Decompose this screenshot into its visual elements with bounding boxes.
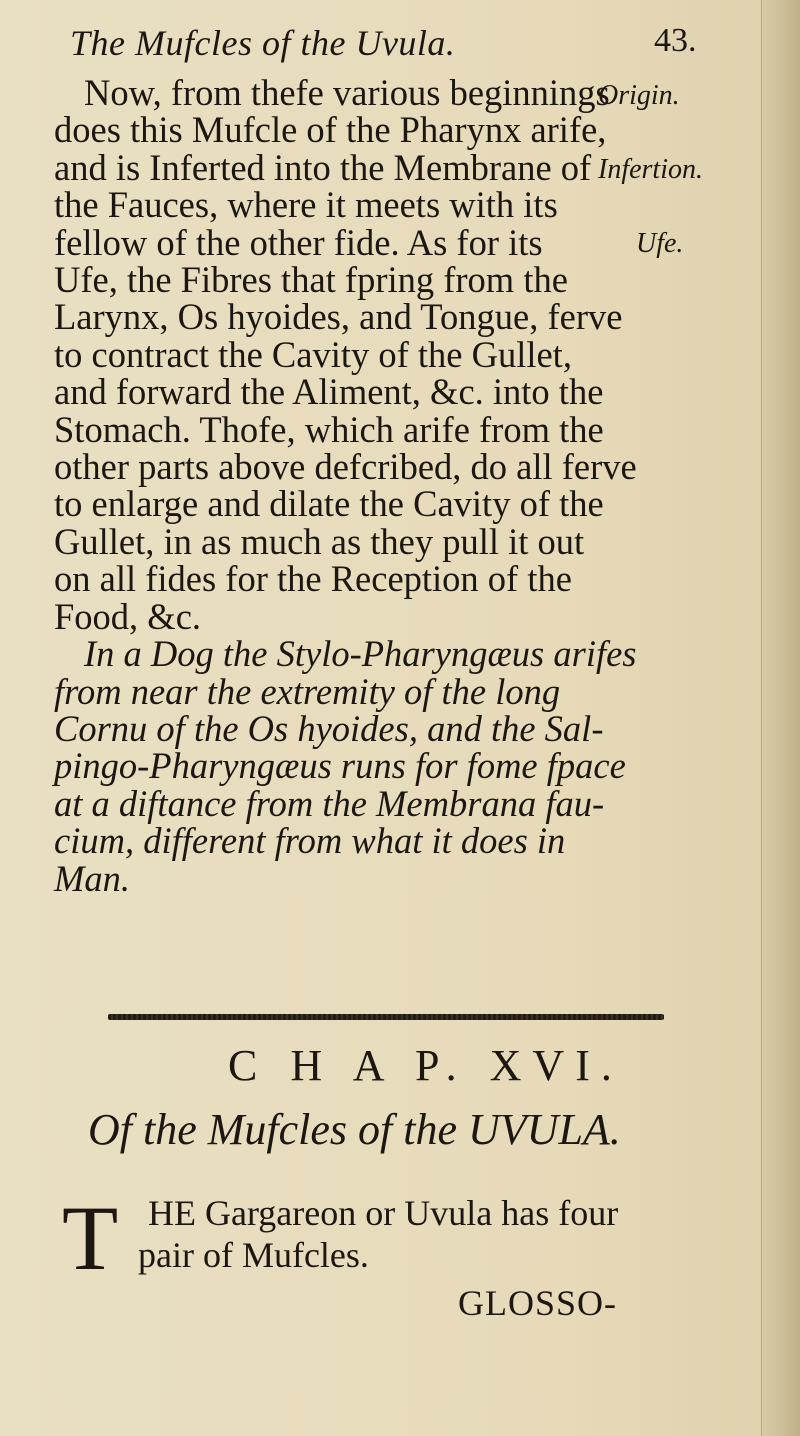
page-number: 43. [654,22,697,59]
text-line: does this Mufcle of the Pharynx arife, [54,109,607,151]
text-line: the Fauces, where it meets with its [54,184,558,226]
text-line: and forward the Aliment, &c. into the [54,371,604,413]
page-header [70,22,770,72]
text-line: Gullet, in as much as they pull it out [54,520,585,562]
opening-line: HE Gargareon or Uvula has four [148,1193,619,1233]
text-line: and is Inferted into the Membrane of [54,146,592,188]
opening-line: pair of Mufcles. [138,1235,369,1275]
text-line: pingo-Pharyngæus runs for fome fpace [54,745,626,787]
text-line: Larynx, Os hyoides, and Tongue, ferve [54,296,623,338]
chapter-title: Of the Mufcles of the UVULA. [88,1105,621,1154]
body-text [54,74,694,897]
text-line: Food, &c. [54,595,202,637]
text-line: Ufe, the Fibres that fpring from the [54,259,568,301]
text-line: fellow of the other fide. As for its [54,221,543,263]
margin-note-origin: Origin. [598,80,680,111]
margin-note-insertion: Infertion. [598,154,703,185]
text-line: at a diftance from the Membrana fau- [54,782,605,824]
catchword: GLOSSO- [458,1283,618,1323]
text-line: In a Dog the Stylo-Pharyngæus arifes [84,633,637,675]
text-line: Cornu of the Os hyoides, and the Sal- [54,707,604,749]
text-line: from near the extremity of the long [54,670,561,712]
chapter-number: C H A P. XVI. [228,1041,623,1090]
running-title: The Mufcles of the Uvula. [70,23,456,63]
text-line: to enlarge and dilate the Cavity of the [54,483,604,525]
text-line: Man. [54,857,131,899]
text-line: to contract the Cavity of the Gullet, [54,333,572,375]
margin-note-use: Ufe. [636,228,684,259]
page-edge [761,0,800,1436]
text-line: Now, from thefe various beginnings [84,72,610,113]
section-divider [108,1014,664,1020]
drop-cap: T [62,1187,119,1289]
text-line: Stomach. Thofe, which arife from the [54,408,604,450]
text-line: cium, different from what it does in [54,820,566,862]
text-line: on all fides for the Reception of the [54,558,572,600]
text-line: other parts above defcribed, do all ferve [54,446,637,488]
